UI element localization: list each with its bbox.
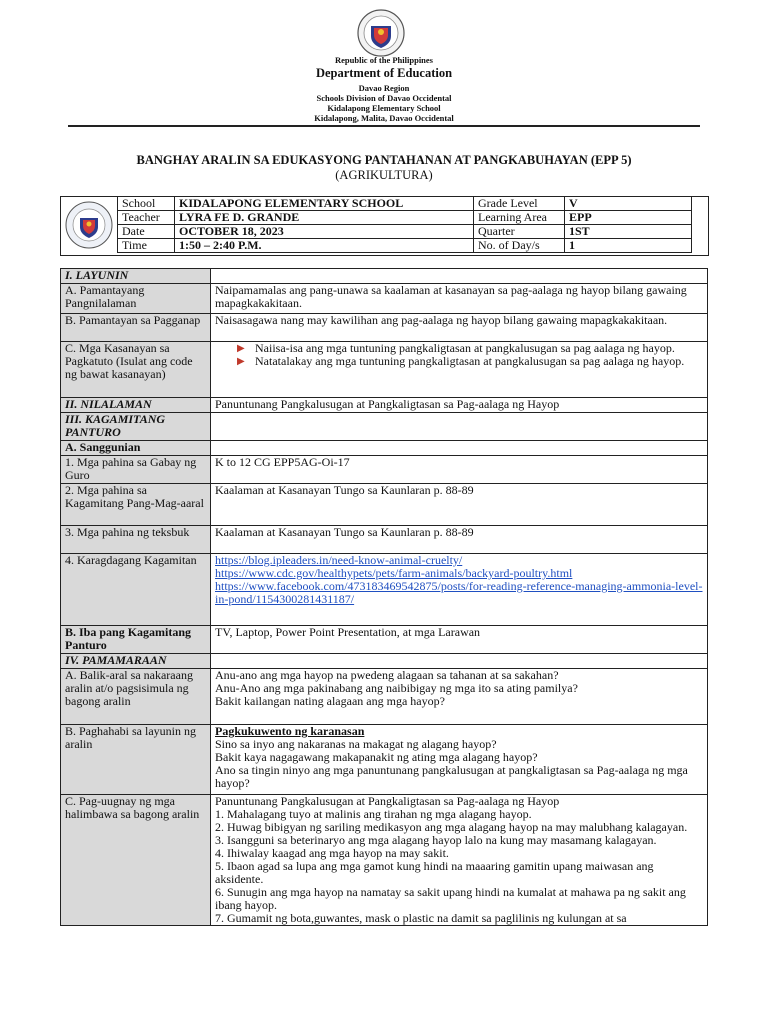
date-label: Date	[118, 225, 175, 239]
list-item: 5. Ibaon agad sa lupa ang mga gamot kung hindi na maaaring gamitin upang maiwasan ang aksidente.	[215, 859, 654, 886]
list-item: 7. Gumamit ng bota,guwantes, mask o plastic na damit sa paglilinis ng kulungan at sa	[215, 911, 627, 925]
table-row	[61, 398, 708, 413]
section-pamamaraan: IV. PAMAMARAAN	[61, 654, 211, 669]
document-title: BANGHAY ARALIN SA EDUKASYONG PANTAHANAN AT PANGKABUHAYAN (EPP 5)	[136, 153, 632, 167]
table-row	[61, 654, 708, 669]
header-divider	[68, 125, 700, 127]
row-label: A. Pamantayang Pangnilalaman	[61, 284, 211, 314]
row-text: Kaalaman at Kasanayan Tungo sa Kaunlaran p. 88-89	[211, 526, 708, 554]
reference-link[interactable]: https://www.cdc.gov/healthypets/pets/farm-animals/backyard-poultry.html	[215, 566, 573, 580]
row-label: A. Balik-aral sa nakaraang aralin at/o pagsisimula ng bagong aralin	[61, 669, 211, 725]
grade-value: V	[565, 197, 692, 211]
table-row	[61, 342, 708, 398]
row-label: 1. Mga pahina sa Gabay ng Guro	[61, 456, 211, 484]
time-label: Time	[118, 239, 175, 253]
list-item: ▶ Naiisa-isa ang mga tuntuning pangkaligtasan at pangkalusugan sa pag aalaga ng hayop.	[237, 341, 675, 355]
table-row	[61, 314, 708, 342]
list-item: 1. Mahalagang tuyo at malinis ang tirahan ng mga alagang hayop.	[215, 807, 532, 821]
question-line: Bakit kailangan nating alagaan ang mga hayop?	[215, 694, 445, 708]
table-row	[61, 441, 708, 456]
days-value: 1	[565, 239, 692, 253]
question-line: Sino sa inyo ang nakaranas na makagat ng alagang hayop?	[215, 737, 497, 751]
area-value: EPP	[565, 211, 692, 225]
teacher-label: Teacher	[118, 211, 175, 225]
teacher-value: LYRA FE D. GRANDE	[175, 211, 474, 225]
school-seal-logo	[64, 199, 114, 251]
table-row	[61, 669, 708, 725]
table-row	[61, 269, 708, 284]
question-line: Anu-Ano ang mga pakinabang ang naibibigay ng mga ito sa ating pamilya?	[215, 681, 578, 695]
row-label: B. Iba pang Kagamitang Panturo	[61, 626, 211, 654]
question-line: Anu-ano ang mga hayop na pwedeng alagaan sa tahanan at sa sakahan?	[215, 668, 559, 682]
region-text: Davao Region	[358, 83, 410, 93]
row-label: C. Mga Kasanayan sa Pagkatuto (Isulat ang code ng bawat kasanayan)	[61, 342, 211, 398]
time-value: 1:50 – 2:40 P.M.	[175, 239, 474, 253]
list-heading: Panuntunang Pangkalusugan at Pangkaligtasan sa Pag-aalaga ng Hayop	[215, 794, 560, 808]
list-item: 6. Sunugin ang mga hayop na namatay sa sakit upang hindi na kumalat at mahawa pa ng sakit ang ibang hayop.	[215, 885, 686, 912]
school-label: School	[118, 197, 175, 211]
table-row	[61, 484, 708, 526]
row-label: 4. Karagdagang Kagamitan	[61, 554, 211, 626]
grade-label: Grade Level	[474, 197, 565, 211]
reference-link[interactable]: https://blog.ipleaders.in/need-know-animal-cruelty/	[215, 553, 463, 567]
quarter-label: Quarter	[474, 225, 565, 239]
table-row	[61, 554, 708, 626]
days-label: No. of Day/s	[474, 239, 565, 253]
question-line: Bakit kaya nagagawang makapanakit ng ating mga alagang hayop?	[215, 750, 538, 764]
list-item: 3. Isangguni sa beterinaryo ang mga alagang hayop lalo na kung may masamang kalagayan.	[215, 833, 657, 847]
reference-link[interactable]: https://www.facebook.com/473183469542875/posts/for-reading-reference-managing-ammonia-level-in-pond/1154300281431187/	[215, 579, 703, 606]
table-row	[61, 795, 708, 926]
row-text: TV, Laptop, Power Point Presentation, at mga Larawan	[211, 626, 708, 654]
row-label: C. Pag-uugnay ng mga halimbawa sa bagong aralin	[61, 795, 211, 926]
arrow-bullet-icon: ▶	[237, 356, 245, 367]
row-label: 2. Mga pahina sa Kagamitang Pang-Mag-aaral	[61, 484, 211, 526]
deped-seal-logo	[354, 8, 408, 58]
list-item: ▶ Natatalakay ang mga tuntuning pangkaligtasan at pangkalusugan sa pag aalaga ng hayop.	[237, 354, 685, 368]
list-item: 2. Huwag bibigyan ng sariling medikasyon ang mga alagang hayop na may malubhang kalagayan.	[215, 820, 688, 834]
republic-text: Republic of the Philippines	[334, 55, 433, 65]
lesson-plan-table	[60, 268, 708, 926]
row-text: Naipamamalas ang pang-unawa sa kaalaman at kasanayan sa pag-aalaga ng hayop bilang gawaing mapagkakakitaan.	[211, 284, 708, 314]
quarter-value: 1ST	[565, 225, 692, 239]
address-text: Kidalapong, Malita, Davao Occidental	[314, 113, 454, 123]
question-line: Ano sa tingin ninyo ang mga panuntunang pangkalusugan at pangkaligtasan sa Pag-aalaga ng mga hayop?	[215, 763, 688, 790]
table-row	[61, 456, 708, 484]
division-text: Schools Division of Davao Occidental	[316, 93, 452, 103]
section-layunin: I. LAYUNIN	[61, 269, 211, 284]
school-value: KIDALAPONG ELEMENTARY SCHOOL	[175, 197, 474, 211]
area-label: Learning Area	[474, 211, 565, 225]
sanggunian-label: A. Sanggunian	[61, 441, 211, 456]
date-value: OCTOBER 18, 2023	[175, 225, 474, 239]
row-text: Panuntunang Pangkalusugan at Pangkaligtasan sa Pag-aalaga ng Hayop	[211, 398, 708, 413]
section-nilalaman: II. NILALAMAN	[61, 398, 211, 413]
document-subtitle: (AGRIKULTURA)	[335, 168, 433, 182]
table-row	[61, 626, 708, 654]
list-item: 4. Ihiwalay kaagad ang mga hayop na may sakit.	[215, 846, 449, 860]
row-text: Naisasagawa nang may kawilihan ang pag-aalaga ng hayop bilang gawaing mapagkakakitaan.	[211, 314, 708, 342]
table-row	[61, 284, 708, 314]
row-label: B. Paghahabi sa layunin ng aralin	[61, 725, 211, 795]
table-row	[61, 526, 708, 554]
arrow-bullet-icon: ▶	[237, 343, 245, 354]
table-row	[61, 413, 708, 441]
row-text: K to 12 CG EPP5AG-Oi-17	[211, 456, 708, 484]
row-text: Kaalaman at Kasanayan Tungo sa Kaunlaran p. 88-89	[211, 484, 708, 526]
school-name-text: Kidalapong Elementary School	[327, 103, 441, 113]
info-table	[117, 196, 692, 253]
row-label: 3. Mga pahina ng teksbuk	[61, 526, 211, 554]
table-row	[61, 725, 708, 795]
section-kagamitan: III. KAGAMITANG PANTURO	[61, 413, 211, 441]
subheading: Pagkukuwento ng karanasan	[215, 724, 365, 738]
department-text: Department of Education	[315, 66, 453, 80]
row-label: B. Pamantayan sa Pagganap	[61, 314, 211, 342]
